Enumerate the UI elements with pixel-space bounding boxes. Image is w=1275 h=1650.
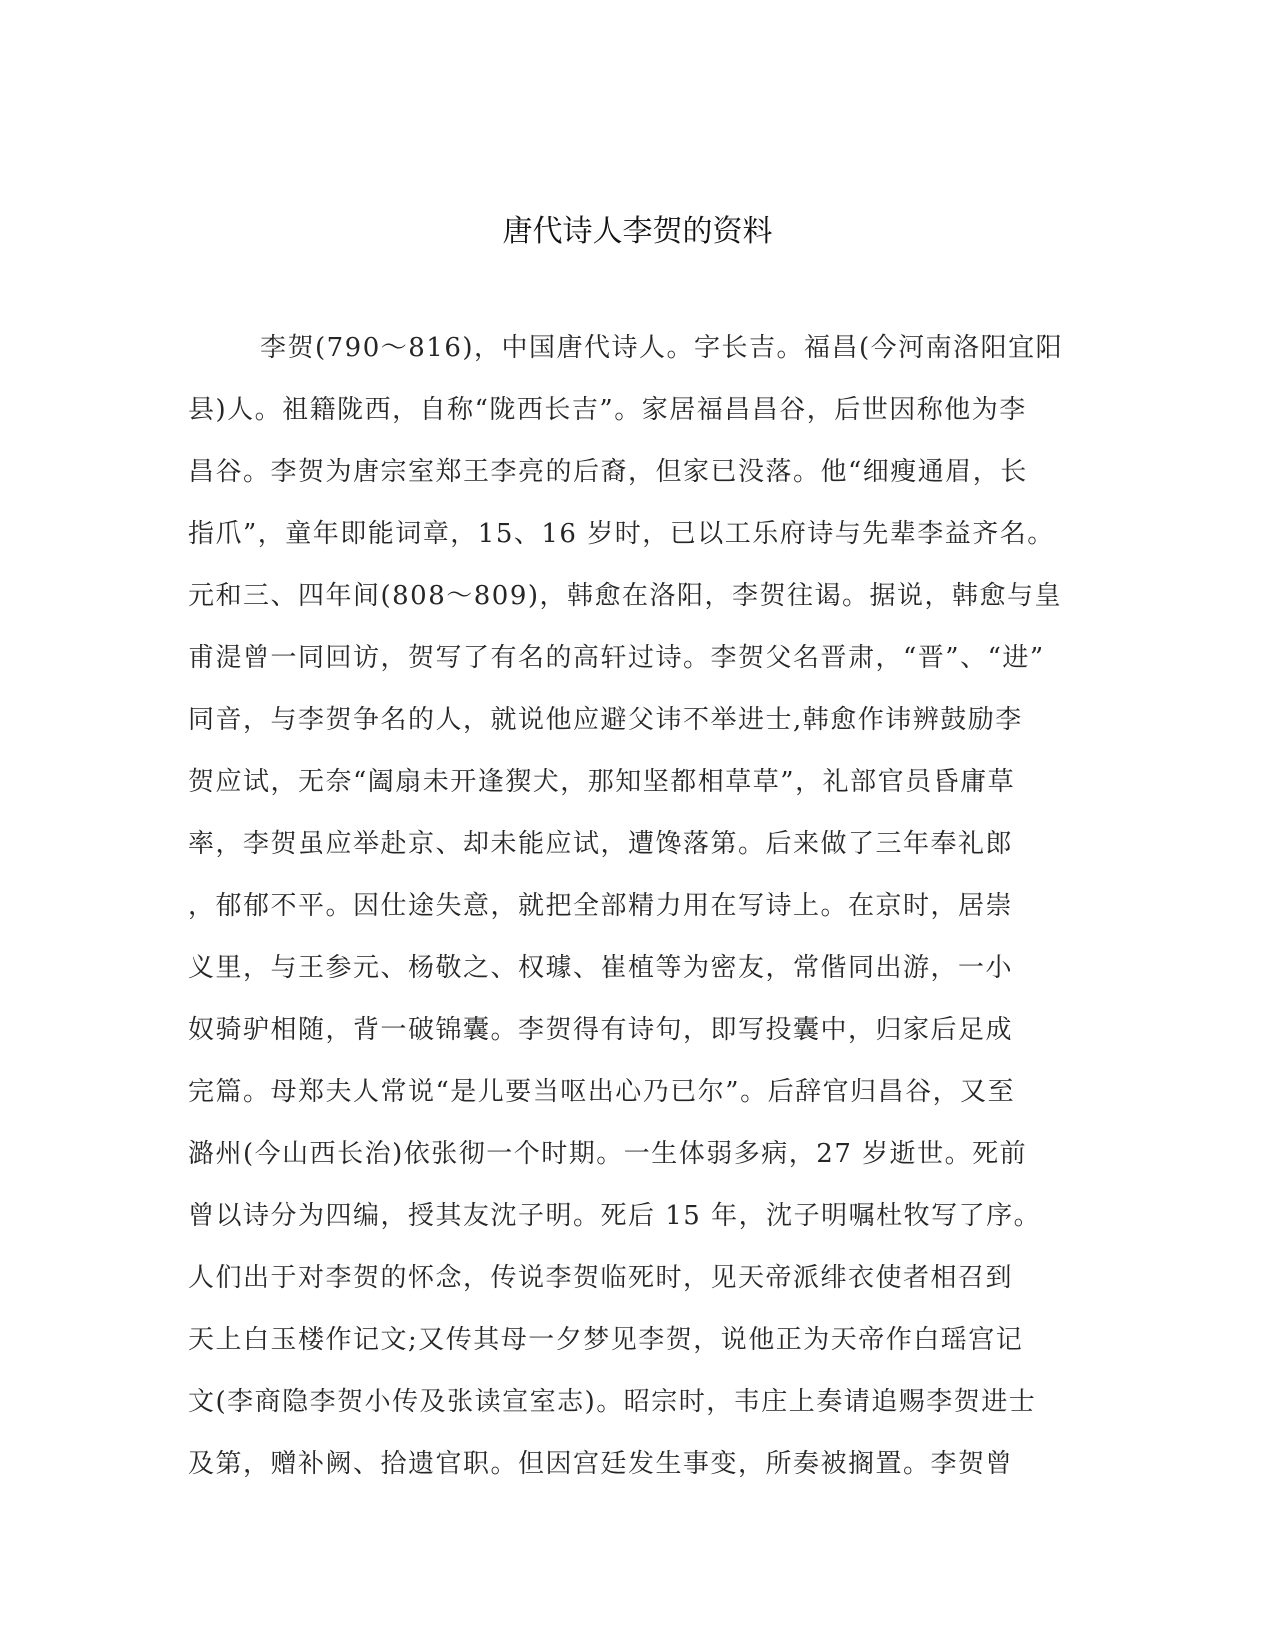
text-line: ，郁郁不平。因仕途失意，就把全部精力用在写诗上。在京时，居崇 <box>188 891 1014 921</box>
text-line: 文(李商隐李贺小传及张读宣室志)。昭宗时，韦庄上奏请追赐李贺进士 <box>188 1387 1037 1417</box>
text-line: 义里，与王参元、杨敬之、权璩、崔植等为密友，常偕同出游，一小 <box>188 953 1014 983</box>
text-line: 甫湜曾一同回访，贺写了有名的高轩过诗。李贺父名晋肃，“晋”、“进” <box>188 643 1045 673</box>
text-line: 昌谷。李贺为唐宗室郑王李亮的后裔，但家已没落。他“细瘦通眉，长 <box>188 457 1028 487</box>
text-line: 及第，赠补阙、拾遗官职。但因宫廷发生事变，所奏被搁置。李贺曾 <box>188 1449 1014 1479</box>
text-line: 率，李贺虽应举赴京、却未能应试，遭馋落第。后来做了三年奉礼郎 <box>188 829 1014 859</box>
text-line: 元和三、四年间(808～809)，韩愈在洛阳，李贺往谒。据说，韩愈与皇 <box>188 581 1063 611</box>
body-text <box>188 328 1088 1506</box>
text-line: 县)人。祖籍陇西，自称“陇西长吉”。家居福昌昌谷，后世因称他为李 <box>188 395 1027 425</box>
text-line: 完篇。母郑夫人常说“是儿要当呕出心乃已尔”。后辞官归昌谷，又至 <box>188 1077 1016 1107</box>
text-line: 奴骑驴相随，背一破锦囊。李贺得有诗句，即写投囊中，归家后足成 <box>188 1015 1014 1045</box>
text-line: 曾以诗分为四编，授其友沈子明。死后 15 年，沈子明嘱杜牧写了序。 <box>188 1201 1042 1231</box>
text-line: 贺应试，无奈“阖扇未开逢猰犬，那知坚都相草草”，礼部官员昏庸草 <box>188 767 1016 797</box>
document-title: 唐代诗人李贺的资料 <box>502 214 773 249</box>
text-line: 人们出于对李贺的怀念，传说李贺临死时，见天帝派绯衣使者相召到 <box>188 1263 1014 1293</box>
text-line: 同音，与李贺争名的人，就说他应避父讳不举进士,韩愈作讳辨鼓励李 <box>188 705 1023 735</box>
text-line: 潞州(今山西长治)依张彻一个时期。一生体弱多病，27 岁逝世。死前 <box>188 1139 1028 1169</box>
text-line: 天上白玉楼作记文;又传其母一夕梦见李贺，说他正为天帝作白瑶宫记 <box>188 1325 1024 1355</box>
text-line: 李贺(790～816)，中国唐代诗人。字长吉。福昌(今河南洛阳宜阳 <box>260 333 1064 363</box>
text-line: 指爪”，童年即能词章，15、16 岁时，已以工乐府诗与先辈李益齐名。 <box>188 519 1055 549</box>
